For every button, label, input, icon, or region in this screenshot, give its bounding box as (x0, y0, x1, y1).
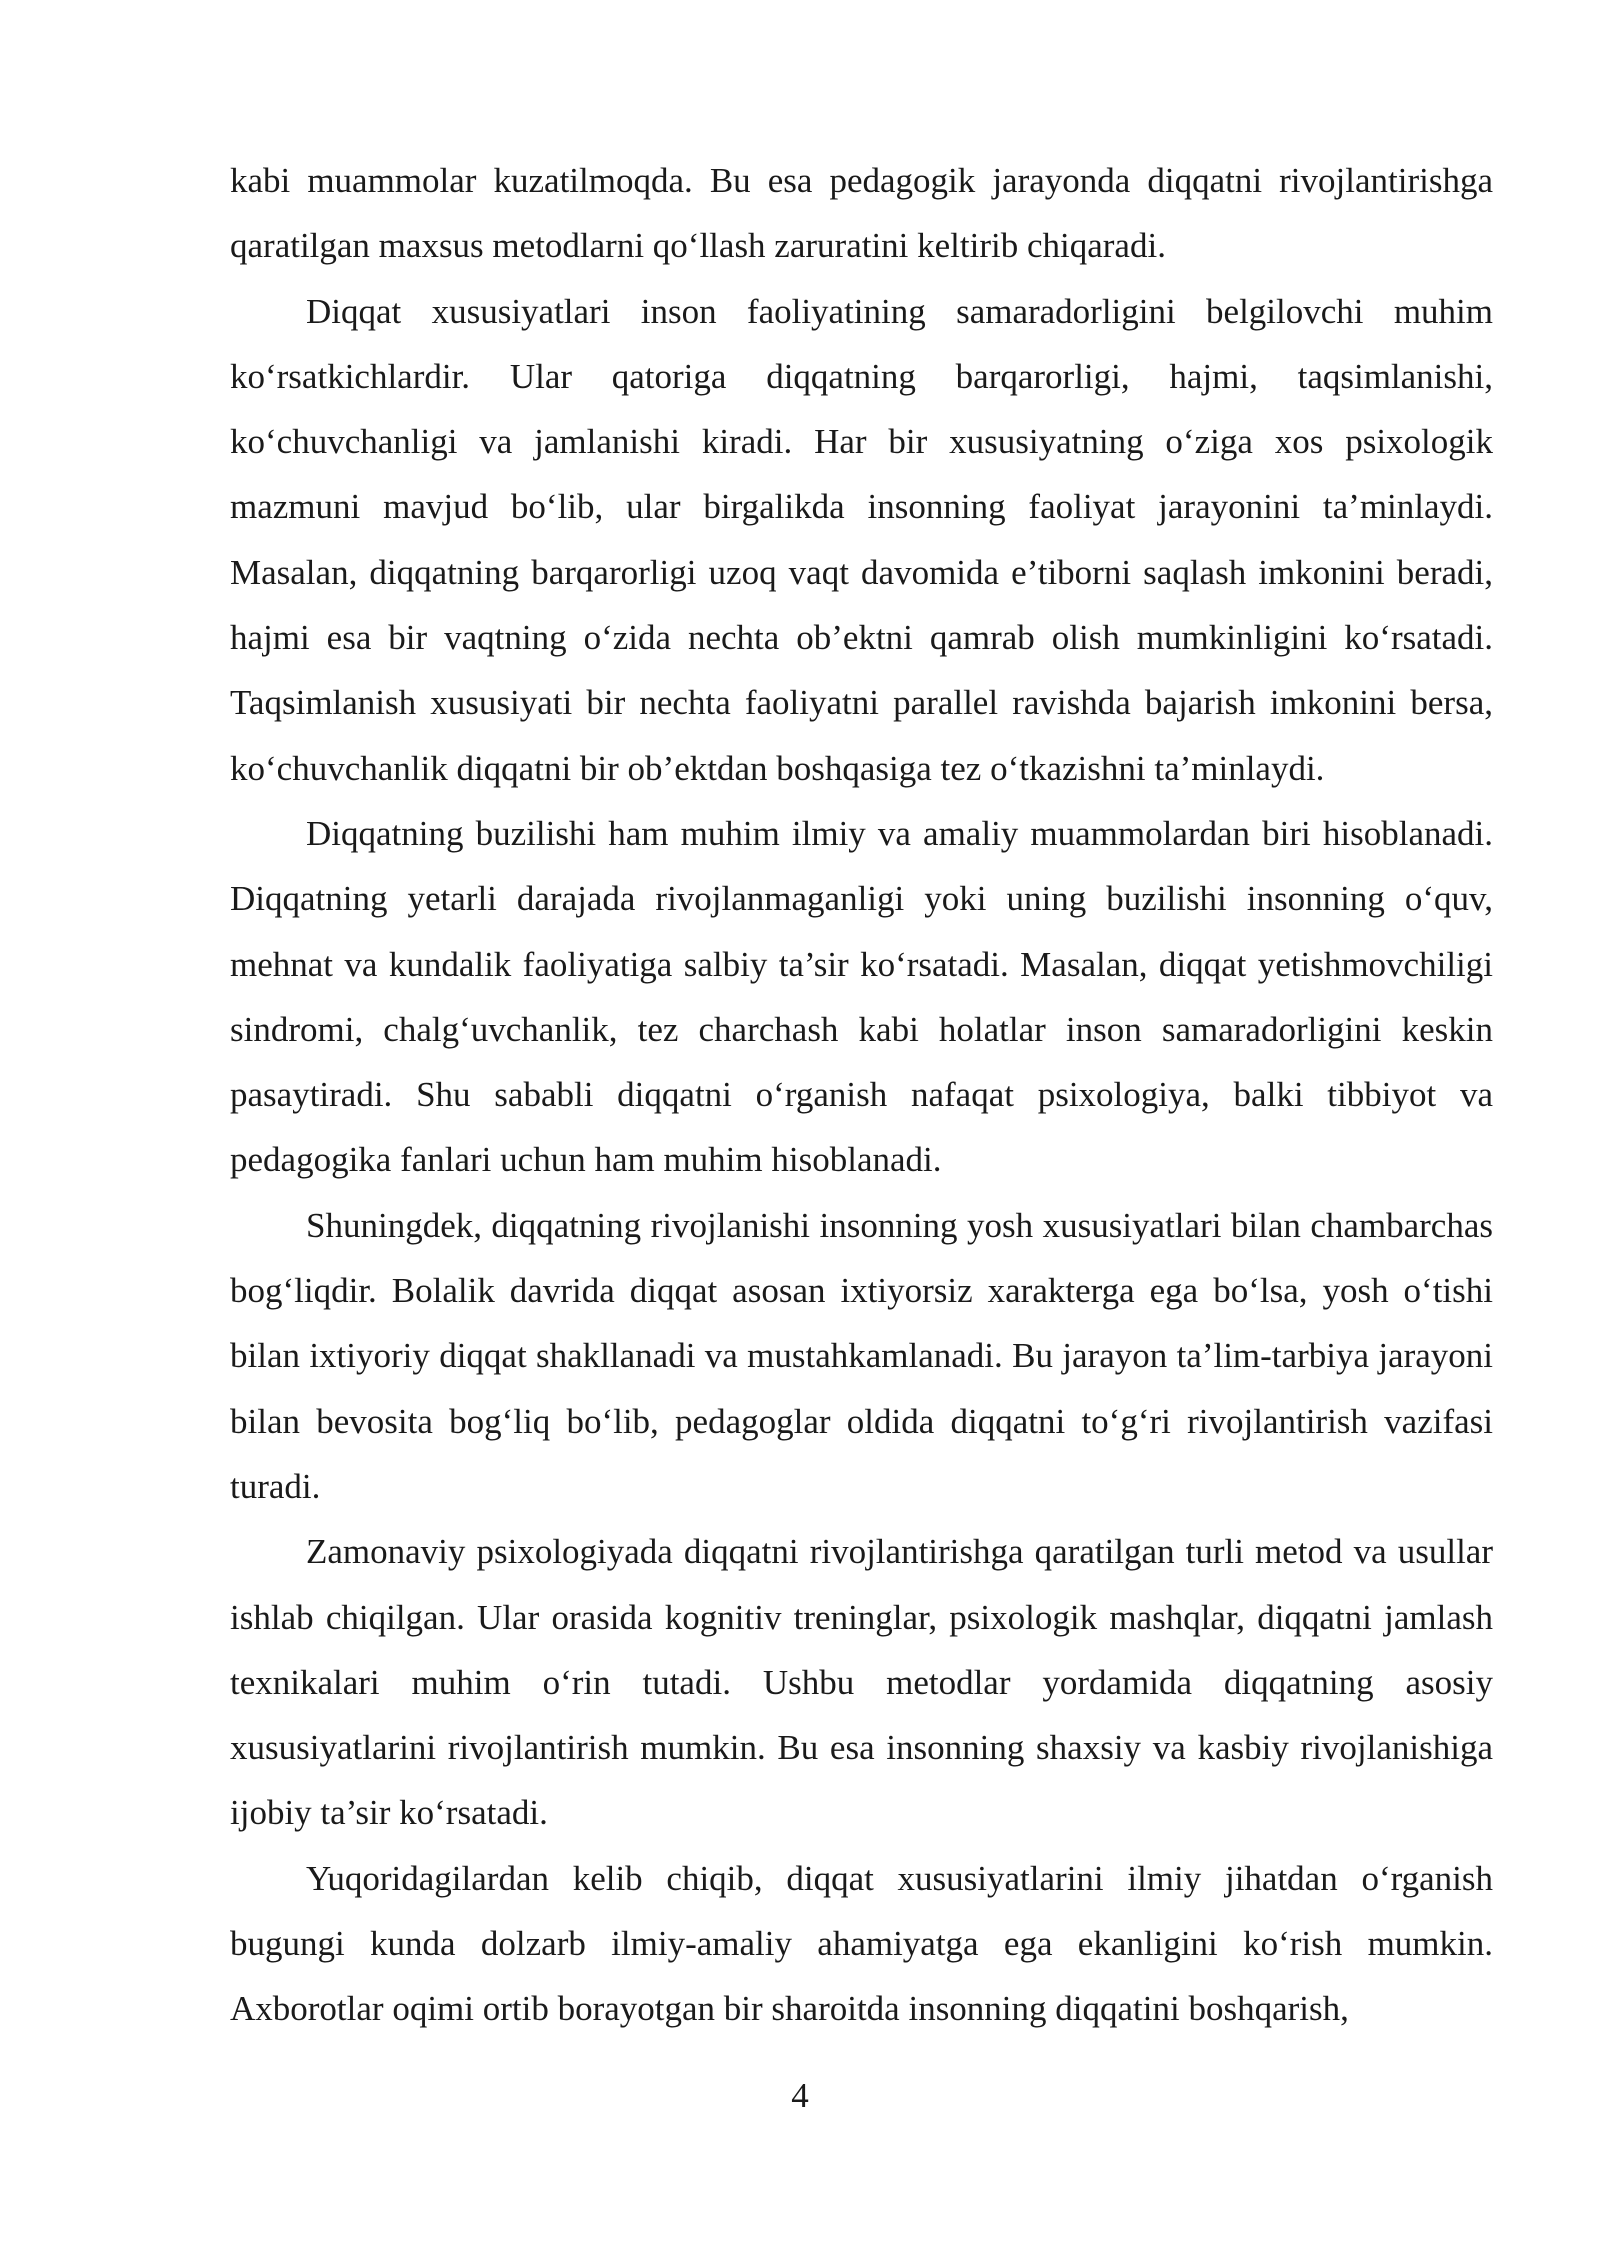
document-body (230, 148, 1493, 2042)
paragraph-modern-methods: Zamonaviy psixologiyada diqqatni rivojlantirishga qaratilgan turli metod va usullar ishlab chiqilgan. Ular orasida kognitiv treninglar, psixologik mashqlar, diqqatni jamlash texnikalari muhim o‘rin tutadi. Ushbu metodlar yordamida diqqatning asosiy xususiyatlarini rivojlantirish mumkin. Bu esa insonning shaxsiy va kasbiy rivojlanishiga ijobiy ta’sir ko‘rsatadi. (230, 1532, 1493, 1833)
paragraph-attention-disorders: Diqqatning buzilishi ham muhim ilmiy va amaliy muammolardan biri hisoblanadi. Diqqatning yetarli darajada rivojlanmaganligi yoki uning buzilishi insonning o‘quv, mehnat va kundalik faoliyatiga salbiy ta’sir ko‘rsatadi. Masalan, diqqat yetishmovchiligi sindromi, chalg‘uvchanlik, tez charchash kabi holatlar inson samaradorligini keskin pasaytiradi. Shu sababli diqqatni o‘rganish nafaqat psixologiya, balki tibbiyot va pedagogika fanlari uchun ham muhim hisoblanadi. (230, 813, 1493, 1180)
paragraph-age-development: Shuningdek, diqqatning rivojlanishi insonning yosh xususiyatlari bilan chambarchas bog‘liqdir. Bolalik davrida diqqat asosan ixtiyorsiz xarakterga ega bo‘lsa, yosh o‘tishi bilan ixtiyoriy diqqat shakllanadi va mustahkamlanadi. Bu jarayon ta’lim-tarbiya jarayoni bilan bevosita bog‘liq bo‘lib, pedagoglar oldida diqqatni to‘g‘ri rivojlantirish vazifasi turadi. (230, 1205, 1493, 1506)
paragraph-conclusion: Yuqoridagilardan kelib chiqib, diqqat xususiyatlarini ilmiy jihatdan o‘rganish bugungi kunda dolzarb ilmiy-amaliy ahamiyatga ega ekanligini ko‘rish mumkin. Axborotlar oqimi ortib borayotgan bir sharoitda insonning diqqatini boshqarish, (230, 1858, 1493, 2029)
paragraph-continued: kabi muammolar kuzatilmoqda. Bu esa pedagogik jarayonda diqqatni rivojlantirishga qaratilgan maxsus metodlarni qo‘llash zaruratini keltirib chiqaradi. (230, 161, 1493, 266)
page-number: 4 (791, 2076, 809, 2115)
paragraph-attention-properties: Diqqat xususiyatlari inson faoliyatining samaradorligini belgilovchi muhim ko‘rsatkichlardir. Ular qatoriga diqqatning barqarorligi, hajmi, taqsimlanishi, ko‘chuvchanligi va jamlanishi kiradi. Har bir xususiyatning o‘ziga xos psixologik mazmuni mavjud bo‘lib, ular birgalikda insonning faoliyat jarayonini ta’minlaydi. Masalan, diqqatning barqarorligi uzoq vaqt davomida e’tiborni saqlash imkonini beradi, hajmi esa bir vaqtning o‘zida nechta ob’ektni qamrab olish mumkinligini ko‘rsatadi. Taqsimlanish xususiyati bir nechta faoliyatni parallel ravishda bajarish imkonini bersa, ko‘chuvchanlik diqqatni bir ob’ektdan boshqasiga tez o‘tkazishni ta’minlaydi. (230, 291, 1493, 788)
